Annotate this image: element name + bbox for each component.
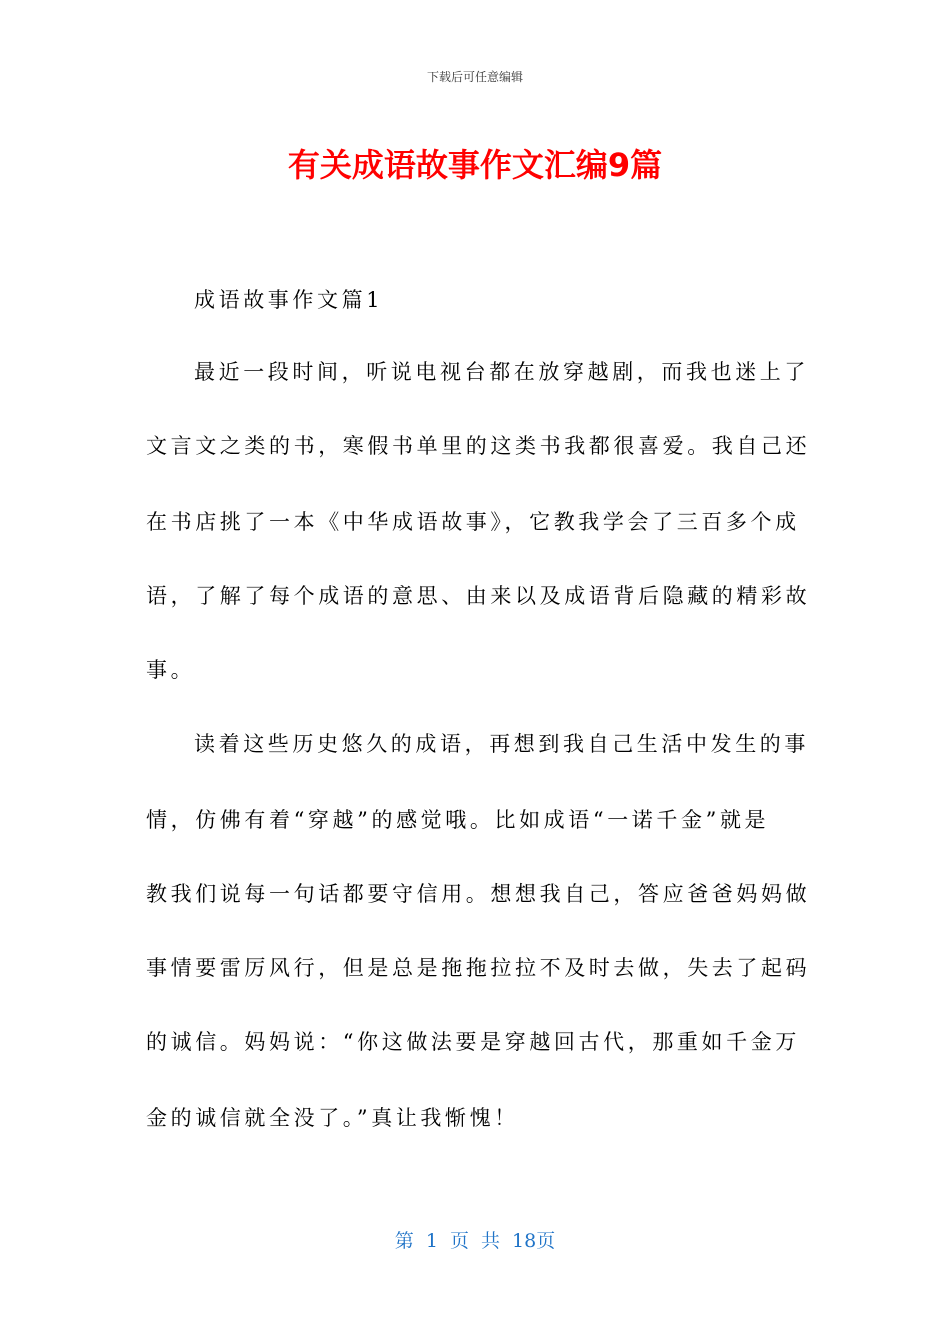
paragraph-line: 语，了解了每个成语的意思、由来以及成语背后隐藏的精彩故 (146, 584, 811, 608)
paragraph-line: 情，仿佛有着“穿越”的感觉哦。比如成语“一诺千金”就是 (146, 808, 770, 832)
section-heading: 成语故事作文篇1 (194, 288, 384, 312)
paragraph-line: 文言文之类的书，寒假书单里的这类书我都很喜爱。我自己还 (146, 434, 811, 458)
document-title: 有关成语故事作文汇编9篇 (287, 146, 663, 184)
paragraph-line: 事。 (146, 658, 196, 682)
paragraph-line: 事情要雷厉风行，但是总是拖拖拉拉不及时去做，失去了起码 (146, 956, 811, 980)
paragraph-line: 教我们说每一句话都要守信用。想想我自己，答应爸爸妈妈做 (146, 882, 811, 906)
paragraph-line: 最近一段时间，听说电视台都在放穿越剧，而我也迷上了 (194, 360, 809, 384)
page-number-footer: 第 1 页 共 18页 (394, 1230, 556, 1252)
paragraph-line: 金的诚信就全没了。”真让我惭愧！ (146, 1106, 519, 1130)
header-note: 下载后可任意编辑 (426, 70, 523, 84)
paragraph-line: 读着这些历史悠久的成语，再想到我自己生活中发生的事 (194, 732, 809, 756)
paragraph-line: 的诚信。妈妈说：“你这做法要是穿越回古代，那重如千金万 (146, 1030, 800, 1054)
paragraph-line: 在书店挑了一本《中华成语故事》，它教我学会了三百多个成 (146, 510, 800, 534)
